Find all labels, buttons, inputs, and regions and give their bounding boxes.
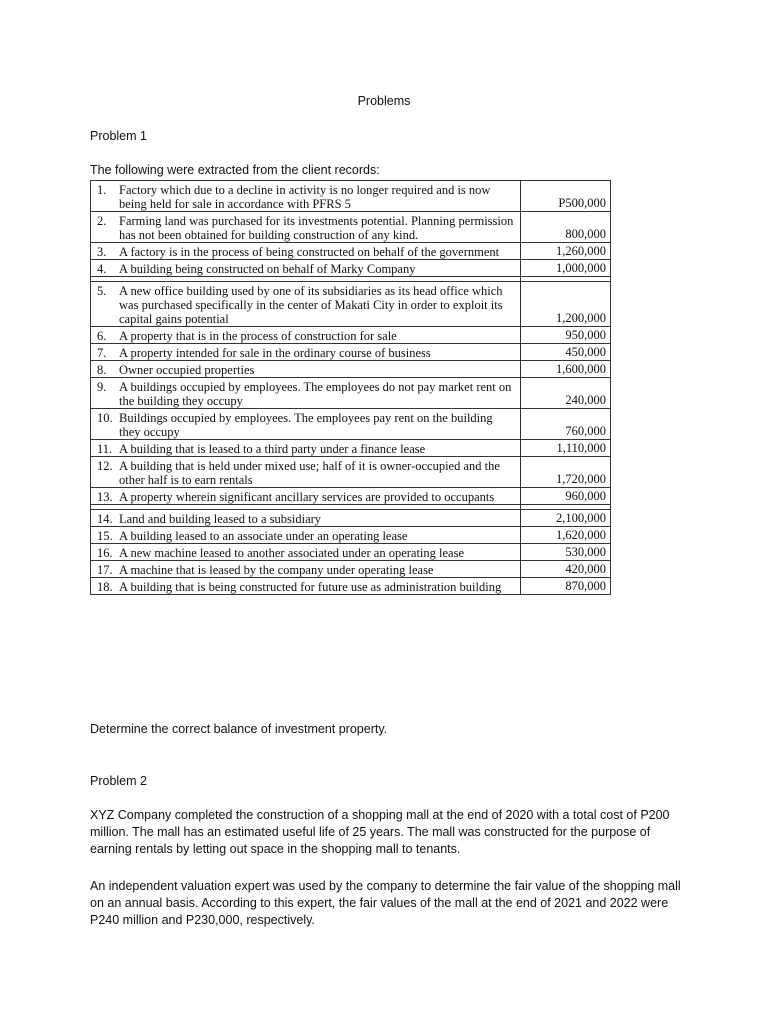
item-number: 6. (97, 329, 107, 343)
problem-2-paragraph-2: An independent valuation expert was used by the company to determine the fair value of the shopping mall on an annual basis. According to this expert, the fair values of the mall at the end of 2021 and 2022 were P240 million and P230,000, respectively. (90, 879, 681, 927)
table-row (91, 212, 611, 243)
item-amount: 2,100,000 (521, 510, 611, 526)
item-description: A building that is held under mixed use; half of it is owner-occupied and the other half is to earn rentals (119, 459, 500, 487)
item-amount: 1,260,000 (521, 243, 611, 259)
table-row (91, 440, 611, 457)
item-amount: 450,000 (521, 344, 611, 360)
item-description: A building that is being constructed for future use as administration building (119, 580, 502, 594)
item-number: 7. (97, 346, 107, 360)
item-number: 5. (97, 284, 107, 298)
item-description: Factory which due to a decline in activity is no longer required and is now being held for sale in accordance with PFRS 5 (119, 183, 491, 211)
item-amount: 870,000 (521, 578, 611, 594)
item-number: 10. (97, 411, 113, 425)
table-row (91, 243, 611, 260)
item-amount: 420,000 (521, 561, 611, 577)
item-amount: 800,000 (521, 212, 611, 242)
item-description: A property intended for sale in the ordinary course of business (119, 346, 431, 360)
page-title: Problems (357, 94, 411, 108)
item-number: 9. (97, 380, 107, 394)
client-records-table (90, 180, 611, 595)
table-row (91, 327, 611, 344)
item-description: Farming land was purchased for its investments potential. Planning permission has not been obtained for building construction of any kind. (119, 214, 514, 242)
item-amount: 960,000 (521, 488, 611, 504)
item-description: A machine that is leased by the company under operating lease (119, 563, 434, 577)
table-row (91, 578, 611, 594)
item-number: 2. (97, 214, 107, 228)
item-description: A buildings occupied by employees. The employees do not pay market rent on the building they occupy (119, 380, 512, 408)
item-description: A building that is leased to a third party under a finance lease (119, 442, 426, 456)
item-number: 14. (97, 512, 113, 526)
item-number: 11. (97, 442, 113, 456)
table-row (91, 561, 611, 578)
problem-2-paragraph-1: XYZ Company completed the construction of a shopping mall at the end of 2020 with a total cost of P200 million. The mall has an estimated useful life of 25 years. The mall was constructed for the purpose of earning rentals by letting out space in the shopping mall to tenants. (90, 808, 670, 856)
table-row (91, 378, 611, 409)
item-number: 12. (97, 459, 113, 473)
table-row (91, 361, 611, 378)
item-amount: 1,200,000 (521, 282, 611, 326)
item-number: 13. (97, 490, 113, 504)
item-number: 3. (97, 245, 107, 259)
problem-2-heading: Problem 2 (90, 774, 147, 788)
item-number: 16. (97, 546, 113, 560)
table-row (91, 457, 611, 488)
item-description: Buildings occupied by employees. The employees pay rent on the building they occupy (119, 411, 493, 439)
item-amount: 530,000 (521, 544, 611, 560)
item-description: A factory is in the process of being constructed on behalf of the government (119, 245, 500, 259)
item-number: 4. (97, 262, 107, 276)
item-number: 18. (97, 580, 113, 594)
item-amount: P500,000 (521, 181, 611, 211)
table-row (91, 544, 611, 561)
item-description: A new machine leased to another associated under an operating lease (119, 546, 465, 560)
item-description: A building leased to an associate under an operating lease (119, 529, 408, 543)
table-row (91, 488, 611, 505)
table-row (91, 527, 611, 544)
item-number: 17. (97, 563, 113, 577)
item-amount: 1,620,000 (521, 527, 611, 543)
item-amount: 240,000 (521, 378, 611, 408)
table-row (91, 260, 611, 277)
item-number: 1. (97, 183, 107, 197)
item-number: 15. (97, 529, 113, 543)
item-amount: 1,720,000 (521, 457, 611, 487)
item-amount: 1,600,000 (521, 361, 611, 377)
problem-1-intro: The following were extracted from the client records: (90, 163, 380, 177)
item-description: A property wherein significant ancillary services are provided to occupants (119, 490, 495, 504)
item-description: Owner occupied properties (119, 363, 255, 377)
item-amount: 760,000 (521, 409, 611, 439)
item-amount: 1,110,000 (521, 440, 611, 456)
item-amount: 1,000,000 (521, 260, 611, 276)
table-row (91, 344, 611, 361)
item-number: 8. (97, 363, 107, 377)
table-row (91, 282, 611, 327)
problem-1-heading: Problem 1 (90, 129, 147, 143)
item-description: Land and building leased to a subsidiary (119, 512, 322, 526)
table-row (91, 181, 611, 212)
table-row (91, 510, 611, 527)
item-description: A building being constructed on behalf of Marky Company (119, 262, 416, 276)
item-description: A property that is in the process of construction for sale (119, 329, 397, 343)
item-description: A new office building used by one of its subsidiaries as its head office which was purchased specifically in the center of Makati City in order to exploit its capital gains potential (119, 284, 503, 326)
table-row (91, 409, 611, 440)
problem-1-question: Determine the correct balance of investment property. (90, 722, 388, 736)
item-amount: 950,000 (521, 327, 611, 343)
